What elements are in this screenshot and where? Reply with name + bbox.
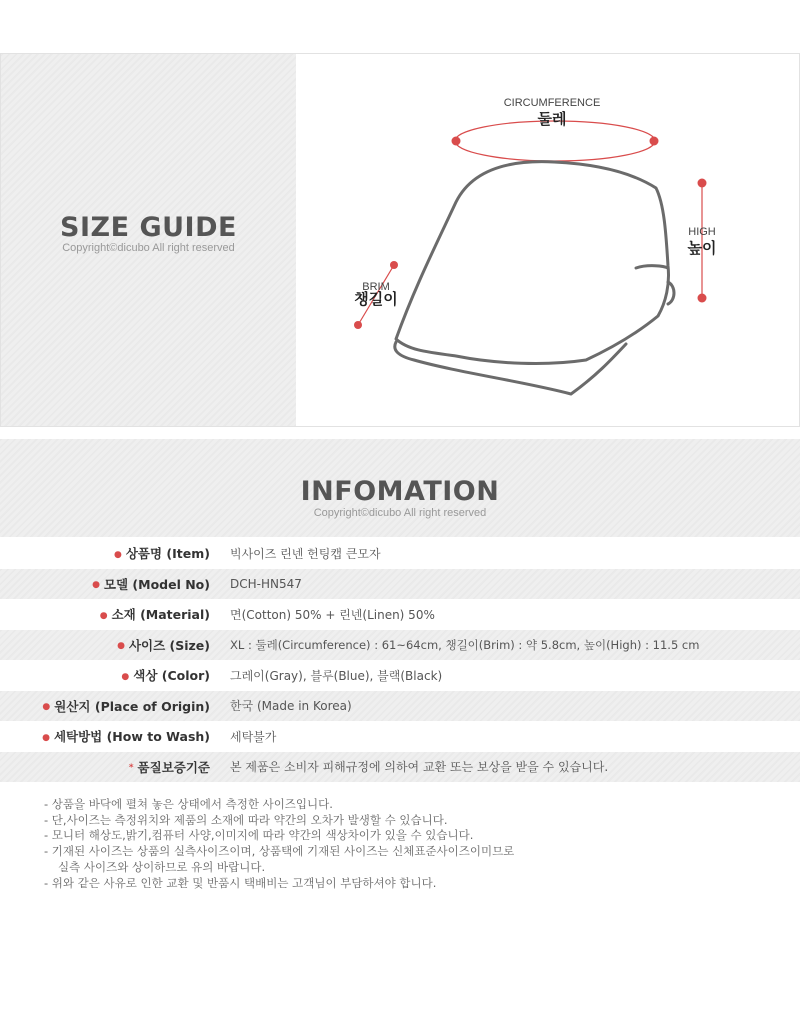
info-label: 상품명 (Item) bbox=[125, 546, 210, 562]
info-label: 품질보증기준 bbox=[137, 759, 210, 775]
information-title: INFOMATION bbox=[300, 476, 500, 507]
bullet-icon: ● bbox=[99, 610, 108, 621]
circumference-label-ko: 둘레 bbox=[537, 110, 567, 128]
info-value: DCH-HN547 bbox=[230, 576, 302, 591]
info-label: 세탁방법 (How to Wash) bbox=[53, 729, 210, 745]
information-header bbox=[0, 439, 800, 537]
info-label: 모델 (Model No) bbox=[103, 576, 210, 592]
bullet-icon: ● bbox=[42, 702, 51, 713]
height-bottom-point bbox=[698, 294, 707, 303]
bullet-icon: ● bbox=[114, 549, 122, 560]
info-row-model bbox=[0, 569, 800, 600]
notice-item: - 단,사이즈는 측정위치와 제품의 소재에 따라 약간의 오차가 발생할 수 있습니다. bbox=[44, 812, 448, 827]
notice-list bbox=[44, 797, 764, 891]
info-value: 세탁불가 bbox=[230, 729, 277, 744]
bullet-icon: * bbox=[128, 763, 134, 774]
info-row-origin bbox=[0, 691, 800, 722]
hunting-cap-drawing bbox=[395, 162, 674, 394]
notice-item: - 상품을 바닥에 펼쳐 놓은 상태에서 측정한 사이즈입니다. bbox=[44, 797, 333, 811]
info-value: 그레이(Gray), 블루(Blue), 블랙(Black) bbox=[230, 668, 443, 683]
info-row-wash bbox=[0, 721, 800, 752]
high-label-en: HIGH bbox=[688, 226, 716, 238]
circumference-left-point bbox=[452, 137, 461, 146]
info-value: XL : 둘레(Circumference) : 61~64cm, 챙길이(Brim) : 약 5.8cm, 높이(High) : 11.5 cm bbox=[230, 637, 700, 652]
notice-item: - 기재된 사이즈는 상품의 실측사이즈이며, 상품택에 기재된 사이즈는 신체표준사이즈이미므로 bbox=[44, 844, 515, 859]
product-info-table bbox=[0, 538, 800, 782]
high-label-ko: 높이 bbox=[687, 239, 717, 257]
brim-top-point bbox=[390, 261, 398, 269]
notice-item: - 모니터 해상도,밝기,컴퓨터 사양,이미지에 따라 약간의 색상차이가 있을 수 있습니다. bbox=[44, 828, 474, 843]
info-label: 소재 (Material) bbox=[111, 607, 210, 623]
info-row-material bbox=[0, 599, 800, 630]
size-guide-panel bbox=[0, 54, 296, 426]
brim-label-en: BRIM bbox=[362, 281, 390, 293]
brim-bottom-point bbox=[354, 321, 362, 329]
info-value: 본 제품은 소비자 피해규정에 의하여 교환 또는 보상을 받을 수 있습니다. bbox=[230, 760, 609, 775]
bullet-icon: ● bbox=[42, 732, 50, 743]
information-copyright: Copyright©dicubo All right reserved bbox=[313, 507, 487, 519]
info-row-item bbox=[0, 538, 800, 569]
circumference-label-en: CIRCUMFERENCE bbox=[503, 97, 601, 109]
info-row-warranty bbox=[0, 752, 800, 783]
bullet-icon: ● bbox=[121, 671, 130, 682]
info-value: 면(Cotton) 50% + 린넨(Linen) 50% bbox=[230, 607, 435, 622]
notice-item: 실측 사이즈와 상이하므로 유의 바랍니다. bbox=[58, 859, 266, 874]
height-top-point bbox=[698, 179, 707, 188]
info-label: 사이즈 (Size) bbox=[128, 637, 210, 653]
hat-diagram bbox=[296, 54, 800, 426]
info-value: 빅사이즈 린넨 헌팅캡 큰모자 bbox=[230, 546, 381, 561]
info-row-size bbox=[0, 630, 800, 661]
info-label: 원산지 (Place of Origin) bbox=[54, 698, 210, 714]
info-value: 한국 (Made in Korea) bbox=[230, 699, 352, 714]
info-row-color bbox=[0, 660, 800, 691]
brim-label-ko: 챙길이 bbox=[354, 290, 398, 308]
notice-item: - 위와 같은 사유로 인한 교환 및 반품시 택배비는 고객님이 부담하셔야 합니다. bbox=[44, 875, 437, 890]
bullet-icon: ● bbox=[117, 641, 125, 652]
info-label: 색상 (Color) bbox=[133, 668, 210, 684]
size-guide-section bbox=[0, 53, 800, 427]
size-guide-title: SIZE GUIDE bbox=[60, 212, 237, 243]
circumference-right-point bbox=[650, 137, 659, 146]
bullet-icon: ● bbox=[92, 580, 100, 591]
hat-diagram-panel bbox=[296, 54, 800, 426]
size-guide-copyright: Copyright©dicubo All right reserved bbox=[62, 242, 235, 254]
